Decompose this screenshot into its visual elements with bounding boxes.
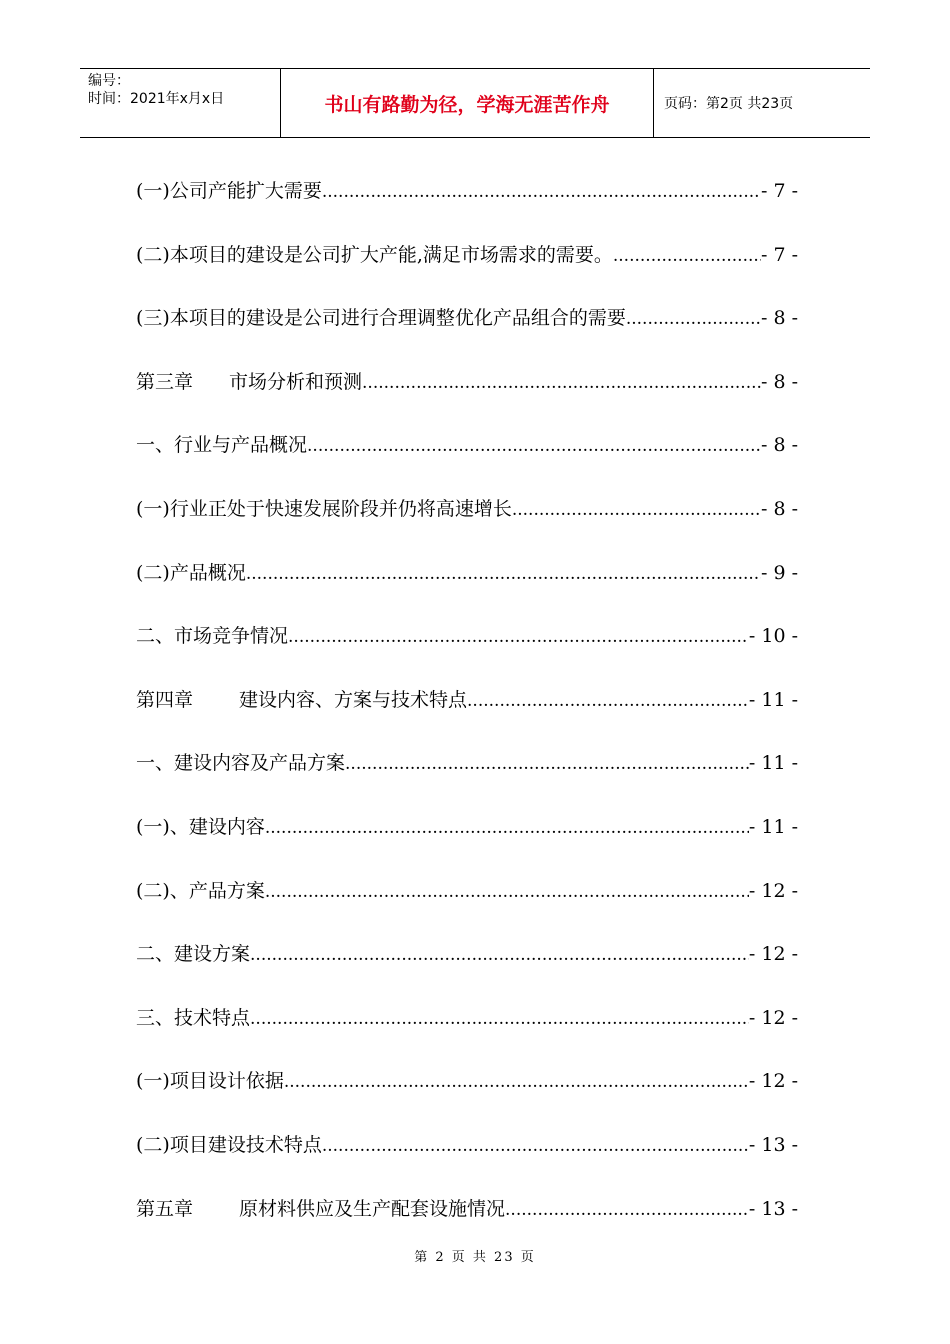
toc-leader-dots — [284, 1051, 749, 1115]
toc-leader-dots — [250, 988, 749, 1052]
toc-entry[interactable] — [136, 669, 798, 733]
toc-entry-prefix: 第四章 — [136, 688, 194, 711]
toc-entry[interactable] — [136, 478, 798, 542]
toc-entry-label — [136, 351, 362, 415]
header-motto: 书山有路勤为径，学海无涯苦作舟 — [281, 69, 654, 137]
toc-entry-label — [136, 542, 246, 606]
toc-entry-prefix: 第三章 — [136, 370, 194, 393]
table-of-contents — [136, 160, 798, 1241]
toc-entry-page: - 8 - — [760, 307, 798, 330]
toc-entry-label — [136, 1114, 322, 1178]
toc-entry-label — [136, 414, 307, 478]
toc-entry-prefix: (一)行业正处于快速发展阶段并仍将高速增长 — [136, 497, 512, 520]
toc-entry-page: - 13 - — [748, 1133, 798, 1156]
page-header — [80, 68, 870, 138]
toc-entry[interactable] — [136, 1178, 798, 1242]
toc-entry[interactable] — [136, 860, 798, 924]
toc-entry[interactable] — [136, 796, 798, 860]
toc-entry[interactable] — [136, 414, 798, 478]
toc-entry-page: - 13 - — [748, 1197, 798, 1220]
toc-entry[interactable] — [136, 542, 798, 606]
toc-leader-dots — [362, 352, 761, 416]
toc-entry-prefix: (一)、建设内容 — [136, 815, 265, 838]
toc-entry[interactable] — [136, 160, 798, 224]
toc-leader-dots — [250, 924, 749, 988]
toc-entry-title: 建设内容、方案与技术特点 — [239, 688, 468, 711]
header-page-info: 页码：第2页 共23页 — [664, 96, 794, 112]
toc-entry-page: - 11 - — [748, 815, 798, 838]
toc-entry-prefix: (一)项目设计依据 — [136, 1070, 284, 1093]
toc-entry-label — [136, 1050, 284, 1114]
toc-leader-dots — [345, 733, 749, 797]
toc-entry-page: - 8 - — [760, 434, 798, 457]
toc-entry-prefix: 二、建设方案 — [136, 943, 251, 966]
toc-entry[interactable] — [136, 987, 798, 1051]
toc-entry-page: - 12 - — [748, 943, 798, 966]
toc-entry-prefix: 第五章 — [136, 1197, 194, 1220]
toc-entry[interactable] — [136, 732, 798, 796]
toc-entry-title: 原材料供应及生产配套设施情况 — [239, 1197, 506, 1220]
toc-leader-dots — [265, 861, 749, 925]
toc-entry-label — [136, 224, 613, 288]
toc-entry[interactable] — [136, 1114, 798, 1178]
toc-entry-page: - 10 - — [748, 625, 798, 648]
header-number-label: 编号： — [88, 73, 130, 89]
toc-leader-dots — [307, 415, 761, 479]
toc-leader-dots — [246, 543, 761, 607]
toc-entry[interactable] — [136, 1050, 798, 1114]
toc-entry-prefix: 三、技术特点 — [136, 1006, 251, 1029]
toc-entry-prefix: (二)本项目的建设是公司扩大产能,满足市场需求的需要。 — [136, 243, 613, 266]
toc-leader-dots — [613, 225, 761, 289]
toc-entry-label — [136, 669, 467, 733]
toc-entry-label — [136, 478, 512, 542]
toc-entry-prefix: (一)公司产能扩大需要 — [136, 180, 322, 202]
toc-entry-label — [136, 1178, 505, 1242]
toc-entry-page: - 8 - — [760, 370, 798, 393]
toc-leader-dots — [288, 606, 749, 670]
toc-leader-dots — [322, 1115, 749, 1179]
toc-entry-page: - 12 - — [748, 1006, 798, 1029]
toc-entry-label — [136, 160, 322, 224]
toc-entry-prefix: 一、建设内容及产品方案 — [136, 752, 346, 775]
toc-entry-prefix: (二)项目建设技术特点 — [136, 1133, 322, 1156]
toc-entry-label — [136, 605, 288, 669]
toc-entry-page: - 7 - — [760, 243, 798, 266]
toc-entry-prefix: (三)本项目的建设是公司进行合理调整优化产品组合的需要 — [136, 307, 626, 330]
toc-entry[interactable] — [136, 605, 798, 669]
toc-leader-dots — [512, 479, 761, 543]
toc-entry-page: - 8 - — [760, 497, 798, 520]
toc-entry-prefix: (二)、产品方案 — [136, 879, 265, 902]
toc-entry-label — [136, 732, 345, 796]
toc-entry[interactable] — [136, 287, 798, 351]
toc-entry-page: - 11 - — [748, 752, 798, 775]
toc-entry-title: 市场分析和预测 — [229, 370, 363, 393]
toc-entry[interactable] — [136, 351, 798, 415]
toc-entry-prefix: 一、行业与产品概况 — [136, 434, 308, 457]
toc-entry[interactable] — [136, 923, 798, 987]
page-footer: 第 2 页 共 23 页 — [414, 1250, 536, 1265]
toc-entry-page: - 11 - — [748, 688, 798, 711]
toc-leader-dots — [265, 797, 749, 861]
toc-entry-label — [136, 987, 250, 1051]
toc-leader-dots — [322, 161, 761, 225]
toc-entry-prefix: 二、市场竞争情况 — [136, 625, 289, 648]
toc-leader-dots — [626, 288, 761, 352]
toc-entry-page: - 12 - — [748, 879, 798, 902]
toc-entry-label — [136, 796, 265, 860]
toc-entry-page: - 12 - — [748, 1070, 798, 1093]
toc-entry-page: - 7 - — [760, 180, 798, 202]
toc-leader-dots — [467, 670, 749, 734]
toc-entry-prefix: (二)产品概况 — [136, 561, 246, 584]
header-meta — [80, 69, 281, 137]
toc-leader-dots — [505, 1179, 749, 1243]
toc-entry-label — [136, 923, 250, 987]
toc-entry[interactable] — [136, 224, 798, 288]
toc-entry-label — [136, 287, 626, 351]
toc-entry-page: - 9 - — [760, 561, 798, 584]
header-date-label: 时间：2021年x月x日 — [88, 91, 225, 107]
toc-entry-label — [136, 860, 265, 924]
